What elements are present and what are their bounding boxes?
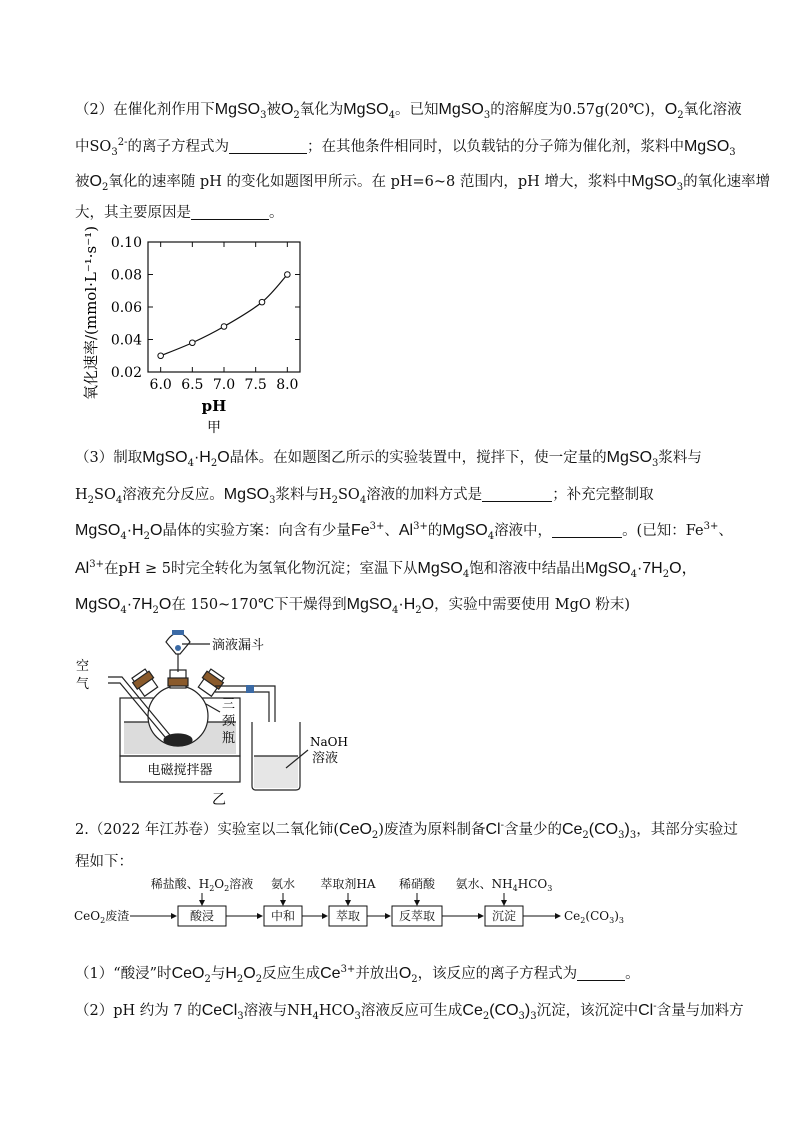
answer-blank[interactable]: [577, 966, 625, 981]
q3-line-5: $MgSO_4\cdot 7H_2O$在 150~170℃下干燥得到$MgSO_4\cdot H_2O$，实验中需要使用 MgO 粉末): [75, 596, 631, 616]
x-tick-label: 7.5: [244, 377, 267, 393]
p2-line-2: 程如下：: [75, 854, 133, 870]
step-acid-leach: 酸浸: [189, 909, 215, 923]
label-flask-3: 瓶: [222, 731, 236, 746]
step-back-extract: 反萃取: [398, 909, 436, 923]
reagent-3: 萃取剂HA: [320, 877, 376, 891]
answer-blank[interactable]: [482, 487, 552, 502]
label-stirrer: 电磁搅拌器: [147, 763, 213, 778]
reagent-4: 稀硝酸: [398, 877, 436, 891]
oxidation-rate-chart: [78, 226, 318, 441]
x-axis-label: pH: [201, 397, 227, 415]
q2-line-1: （2）在催化剂作用下MgSO$_3$被$O_2$氧化为MgSO$_4$。已知MgSO$_3$的溶解度为0.57g(20℃)，$O_2$氧化溶液: [75, 101, 742, 121]
reagent-5: 氨水、$NH_4HCO_3$: [455, 877, 553, 893]
reagent-1: 稀盐酸、$H_2O_2$溶液: [150, 877, 254, 893]
flow-start: CeO$_2$废渣: [74, 909, 130, 925]
data-point: [221, 324, 227, 330]
p2-line-1: 2.（2022 年江苏卷）实验室以二氧化铈(CeO$_2$)废渣为原料制备Cl-含量少的$Ce_2(CO_3)_3$，其部分实验过: [75, 820, 738, 841]
label-naoh: NaOH: [310, 735, 348, 749]
x-tick-label: 6.0: [149, 377, 172, 393]
series-points: [158, 272, 290, 359]
step-neutralize: 中和: [270, 909, 296, 923]
process-flowchart: [72, 872, 712, 930]
y-axis-label: 氧化速率/(mmol·L⁻¹·s⁻¹): [82, 226, 100, 401]
reagent-2: 氨水: [270, 877, 296, 891]
data-point: [285, 272, 291, 278]
answer-blank[interactable]: [552, 523, 622, 538]
data-point: [259, 299, 265, 305]
x-tick-label: 6.5: [181, 377, 204, 393]
step-precipitate: 沉淀: [491, 909, 517, 923]
chart-ticks: [111, 235, 300, 393]
y-tick-label: 0.06: [110, 300, 142, 316]
label-dropping-funnel: 滴液漏斗: [212, 638, 265, 653]
label-air-1: 空: [76, 659, 90, 674]
answer-blank[interactable]: [229, 139, 307, 154]
step-extract: 萃取: [335, 909, 361, 923]
q3-line-1: （3）制取$MgSO_4\cdot H_2O$晶体。在如题图乙所示的实验装置中，搅拌下，使一定量的MgSO$_3$浆料与: [75, 449, 702, 469]
p2-q2: （2）pH 约为 7 的CeCl$_3$溶液与$NH_4HCO_3$溶液反应可生成$Ce_2(CO_3)_3$沉淀，该沉淀中Cl-含量与加料方: [75, 1001, 744, 1022]
y-tick-label: 0.10: [110, 235, 142, 251]
y-tick-label: 0.02: [110, 365, 142, 381]
q3-line-4: $Al^{3+}$在pH ≥ 5时完全转化为氢氧化物沉淀；室温下从MgSO$_4$饱和溶液中结晶出$MgSO_4\cdot 7H_2O$，: [75, 559, 698, 580]
label-flask-2: 颈: [222, 714, 236, 729]
plot-frame: [148, 242, 300, 372]
x-tick-label: 8.0: [276, 377, 299, 393]
answer-blank[interactable]: [191, 205, 269, 220]
x-tick-label: 7.0: [212, 377, 236, 393]
series-line: [161, 275, 288, 356]
y-tick-label: 0.04: [110, 332, 142, 349]
q2-line-3: 被$O_2$氧化的速率随 pH 的变化如题图甲所示。在 pH=6~8 范围内，pH 增大，浆料中MgSO$_3$的氧化速率增: [75, 173, 771, 193]
label-solution: 溶液: [312, 751, 339, 766]
flow-end: $Ce_2(CO_3)_3$: [564, 909, 624, 925]
q3-line-3: $MgSO_4\cdot H_2O$晶体的实验方案：向含有少量$Fe^{3+}$、$Al^{3+}$的MgSO$_4$溶液中， 。(已知：$Fe^{3+}$、: [75, 521, 733, 542]
data-point: [190, 340, 196, 346]
data-point: [158, 353, 164, 359]
apparatus-caption: 乙: [212, 792, 226, 808]
q2-line-2: 中$SO_3^{2-}$的离子方程式为 ；在其他条件相同时，以负载钴的分子筛为催化剂，浆料中MgSO$_3$: [75, 137, 736, 158]
chart-axes: [148, 242, 300, 372]
y-tick-label: 0.08: [110, 267, 142, 284]
q3-line-2: $H_2SO_4$溶液充分反应。MgSO$_3$浆料与$H_2SO_4$溶液的加料方式是 ；补充完整制取: [75, 486, 654, 506]
apparatus-diagram: [70, 628, 370, 810]
chart-caption: 甲: [207, 420, 221, 436]
label-air-2: 气: [76, 677, 90, 692]
label-flask-1: 三: [222, 697, 236, 712]
p2-q1: （1）“酸浸”时CeO$_2$与$H_2O_2$反应生成$Ce^{3+}$并放出$O_2$，该反应的离子方程式为 。: [75, 964, 640, 985]
q2-line-4: 大，其主要原因是 。: [75, 205, 284, 221]
